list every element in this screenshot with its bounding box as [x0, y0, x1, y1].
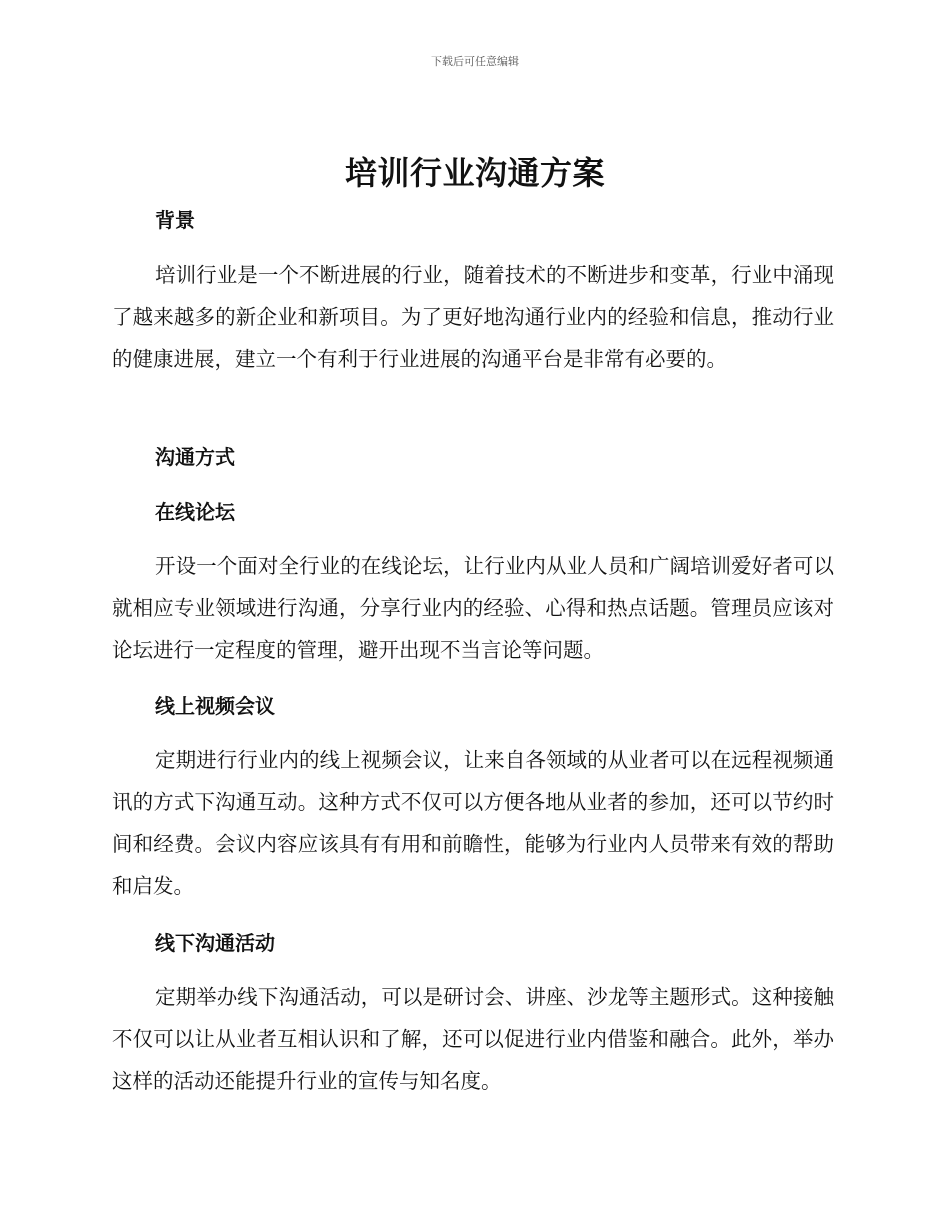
paragraph-online-forum: 开设一个面对全行业的在线论坛，让行业内从业人员和广阔培训爱好者可以就相应专业领域进行沟通，分享行业内的经验、心得和热点话题。管理员应该对论坛进行一定程度的管理，避开出现不当言论等问题。 [112, 554, 834, 662]
paragraph-background: 培训行业是一个不断进展的行业，随着技术的不断进步和变革，行业中涌现了越来越多的新企业和新项目。为了更好地沟通行业内的经验和信息，推动行业的健康进展，建立一个有利于行业进展的沟通平台是非常有必要的。 [112, 263, 834, 371]
paragraph-video-meeting: 定期进行行业内的线上视频会议，让来自各领域的从业者可以在远程视频通讯的方式下沟通互动。这种方式不仅可以方便各地从业者的参加，还可以节约时间和经费。会议内容应该具有有用和前瞻性，能够为行业内人员带来有效的帮助和启发。 [112, 748, 834, 898]
header-note: 下载后可任意编辑 [431, 55, 519, 68]
heading-online-forum: 在线论坛 [155, 500, 235, 524]
page-title: 培训行业沟通方案 [344, 154, 605, 192]
heading-communication-methods: 沟通方式 [155, 445, 235, 469]
paragraph-offline-events: 定期举办线下沟通活动，可以是研讨会、讲座、沙龙等主题形式。这种接触不仅可以让从业者互相认识和了解，还可以促进行业内借鉴和融合。此外，举办这样的活动还能提升行业的宣传与知名度。 [112, 985, 834, 1093]
heading-video-meeting: 线上视频会议 [155, 694, 275, 718]
heading-offline-events: 线下沟通活动 [155, 931, 275, 955]
heading-background: 背景 [155, 208, 195, 232]
